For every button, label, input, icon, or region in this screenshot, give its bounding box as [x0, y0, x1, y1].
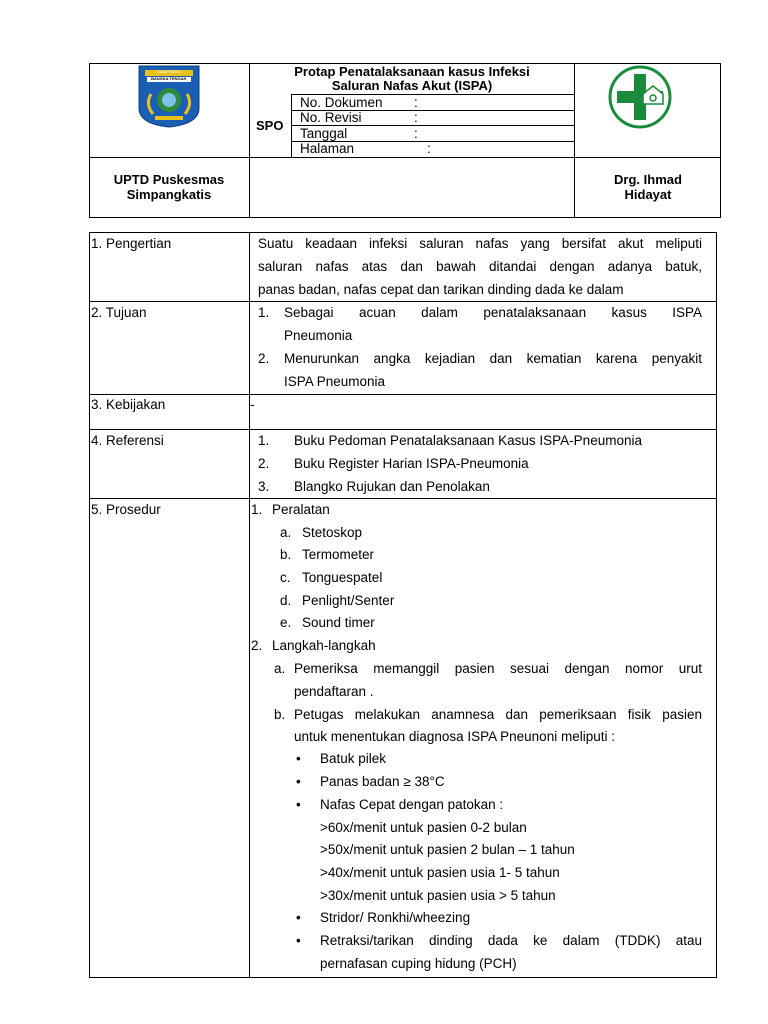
tujuan-item-2-line1: Menurunkan angka kejadian dan kematian karena penyakit: [284, 351, 702, 366]
tujuan-num-2: 2.: [258, 351, 270, 366]
label-kebijakan: 3. Kebijakan: [91, 397, 166, 412]
gejala-stridor: Stridor/ Ronkhi/wheezing: [320, 910, 471, 925]
bullet-stridor: •: [296, 910, 301, 925]
step-b-line1: Petugas melakukan anamnesa dan pemeriksaan fisik pasien: [294, 707, 702, 722]
meta-label-revisi: No. Revisi: [300, 110, 362, 125]
doc-title-line2: Saluran Nafas Akut (ISPA): [331, 78, 493, 93]
meta-value-dokumen: :: [414, 95, 418, 110]
gejala-retraksi-line1: Retraksi/tarikan dinding dada ke dalam (TDDK) atau: [320, 933, 702, 948]
alat-num-e: e.: [280, 615, 292, 630]
patokan-lebih-5-tahun: >30x/menit untuk pasien usia > 5 tahun: [320, 888, 556, 903]
step-a-num: a.: [274, 661, 286, 676]
header-row-divider: [89, 157, 721, 158]
step-b-line2: untuk menentukan diagnosa ISPA Pneunoni meliputi :: [294, 729, 615, 744]
bullet-retraksi: •: [296, 933, 301, 948]
row-divider-4: [89, 498, 717, 499]
meta-label-halaman: Halaman: [300, 141, 355, 156]
label-referensi: 4. Referensi: [91, 433, 164, 448]
prosedur-langkah-title: Langkah-langkah: [272, 638, 376, 653]
unit-name-line1: UPTD Puskesmas: [113, 172, 225, 187]
meta-label-dokumen: No. Dokumen: [300, 95, 383, 110]
logo-text-top: KABUPATEN: [157, 69, 181, 74]
logo-text-mid: BANGKA TENGAH: [151, 76, 187, 81]
bullet-nafas: •: [296, 797, 301, 812]
pengertian-line-3: panas badan, nafas cepat dan tarikan dinding dada ke dalam: [258, 282, 624, 297]
meta-label-tanggal: Tanggal: [300, 126, 348, 141]
tujuan-item-1-line2: Pneumonia: [284, 328, 353, 343]
regency-logo: [137, 64, 201, 128]
unit-name-line2: Simpangkatis: [126, 187, 212, 202]
patokan-1-5-tahun: >40x/menit untuk pasien usia 1- 5 tahun: [320, 865, 560, 880]
puskesmas-logo: [607, 64, 673, 130]
prosedur-num-1: 1.: [251, 502, 263, 517]
meta-value-tanggal: :: [414, 126, 418, 141]
tujuan-num-1: 1.: [258, 305, 270, 320]
gejala-batuk: Batuk pilek: [320, 751, 387, 766]
alat-termometer: Termometer: [302, 547, 375, 562]
alat-sound-timer: Sound timer: [302, 615, 375, 630]
spo-label: SPO: [256, 118, 284, 133]
kebijakan-text: -: [250, 397, 255, 412]
alat-penlight: Penlight/Senter: [302, 593, 395, 608]
referensi-num-2: 2.: [258, 456, 270, 471]
step-a-line2: pendaftaran .: [294, 684, 374, 699]
tujuan-item-2-line2: ISPA Pneumonia: [284, 374, 386, 389]
patokan-0-2-bulan: >60x/menit untuk pasien 0-2 bulan: [320, 820, 527, 835]
referensi-item-1: Buku Pedoman Penatalaksanaan Kasus ISPA-Pneumonia: [294, 433, 642, 448]
gejala-retraksi-line2: pernafasan cuping hidung (PCH): [320, 956, 517, 971]
alat-num-b: b.: [280, 547, 292, 562]
step-b-num: b.: [274, 707, 286, 722]
prosedur-peralatan-title: Peralatan: [272, 502, 330, 517]
referensi-item-3: Blangko Rujukan dan Penolakan: [294, 479, 490, 494]
label-pengertian: 1. Pengertian: [91, 236, 172, 251]
bullet-batuk: •: [296, 751, 301, 766]
alat-num-d: d.: [280, 593, 292, 608]
alat-num-c: c.: [280, 570, 291, 585]
row-divider-3: [89, 429, 717, 430]
signer-name-line2: Hidayat: [624, 187, 672, 202]
pengertian-line-2: saluran nafas atas dan bawah ditandai dengan adanya batuk,: [258, 259, 702, 274]
gejala-panas: Panas badan ≥ 38°C: [320, 774, 445, 789]
bullet-panas: •: [296, 774, 301, 789]
row-divider-2: [89, 394, 717, 395]
tujuan-item-1-line1: Sebagai acuan dalam penatalaksanaan kasus ISPA: [284, 305, 702, 320]
signer-name-line1: Drg. Ihmad: [614, 172, 682, 187]
puskesmas-cross-icon: [607, 64, 673, 130]
referensi-item-2: Buku Register Harian ISPA-Pneumonia: [294, 456, 529, 471]
referensi-num-1: 1.: [258, 433, 270, 448]
meta-value-halaman: :: [427, 141, 431, 156]
pengertian-line-1: Suatu keadaan infeksi saluran nafas yang bersifat akut meliputi: [258, 236, 702, 251]
step-a-line1: Pemeriksa memanggil pasien sesuai dengan nomor urut: [294, 661, 702, 676]
row-divider-1: [89, 301, 717, 302]
prosedur-num-2: 2.: [251, 638, 263, 653]
alat-num-a: a.: [280, 525, 292, 540]
referensi-num-3: 3.: [258, 479, 270, 494]
meta-value-revisi: :: [414, 110, 418, 125]
label-tujuan: 2. Tujuan: [91, 305, 147, 320]
patokan-2-bulan-1-tahun: >50x/menit untuk pasien 2 bulan – 1 tahun: [320, 842, 575, 857]
alat-tonguespatel: Tonguespatel: [302, 570, 383, 585]
content-column-divider: [249, 232, 250, 978]
doc-title-line1: Protap Penatalaksanaan kasus Infeksi: [294, 64, 530, 79]
label-prosedur: 5. Prosedur: [91, 502, 161, 517]
gejala-nafas: Nafas Cepat dengan patokan :: [320, 797, 504, 812]
alat-stetoskop: Stetoskop: [302, 525, 363, 540]
